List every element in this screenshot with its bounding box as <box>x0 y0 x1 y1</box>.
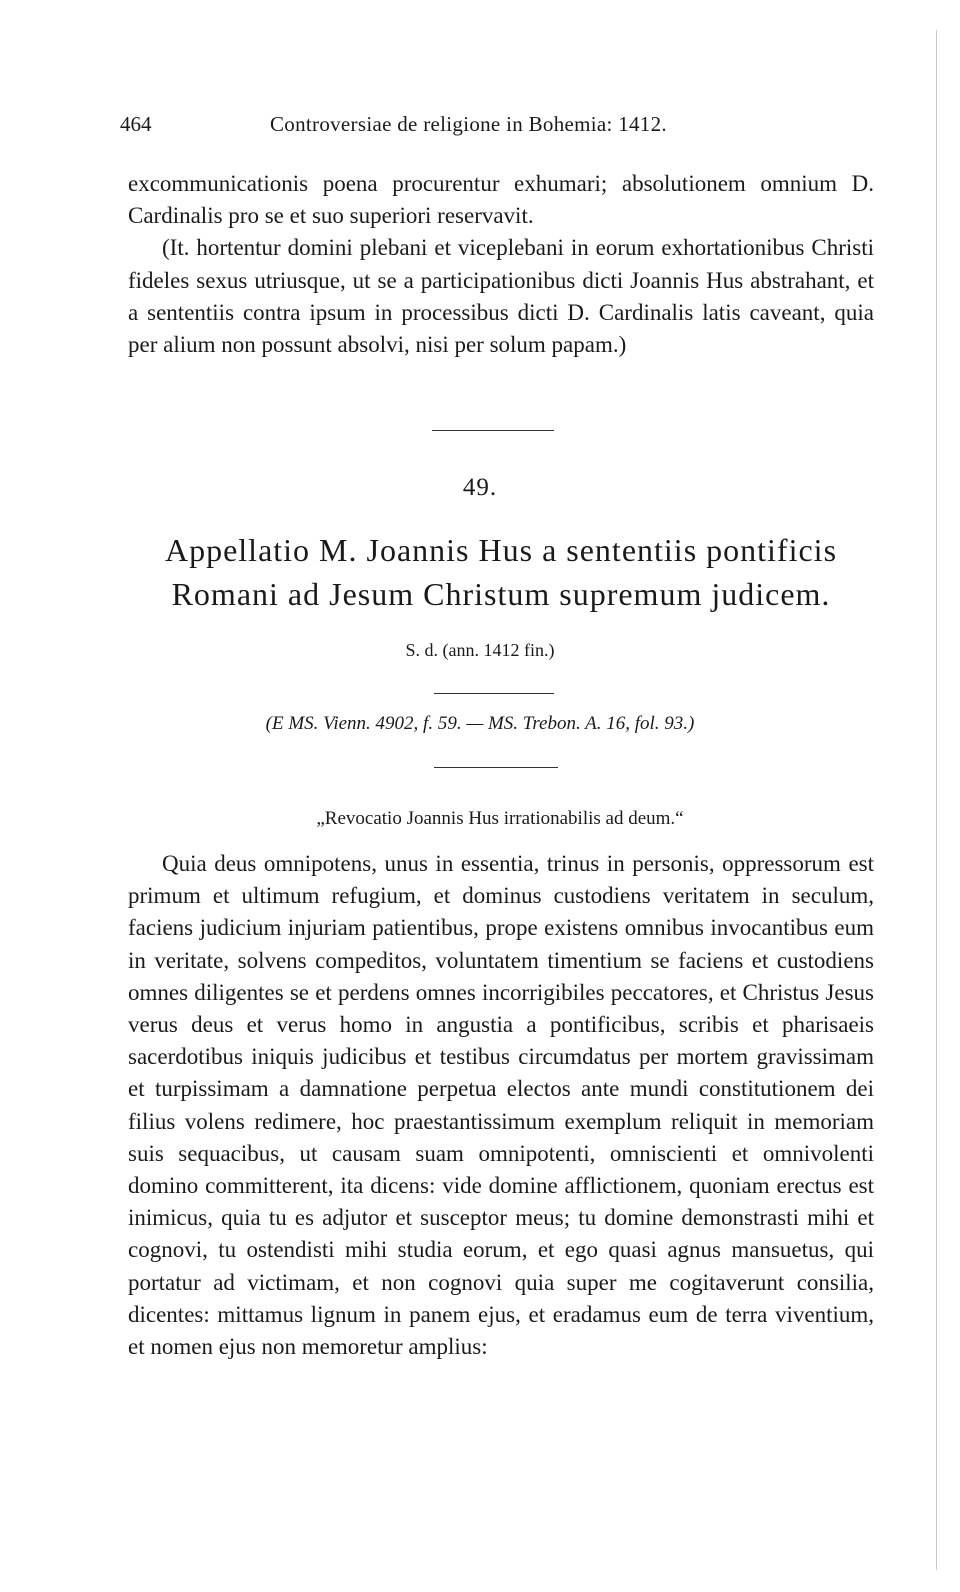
document-number: 49. <box>462 474 498 501</box>
running-title: Controversiae de religione in Bohemia: 1412. <box>270 112 667 136</box>
separator-rule-3 <box>434 767 558 768</box>
source-line: (E MS. Vienn. 4902, f. 59. — MS. Trebon. A. 16, fol. 93.) <box>265 713 695 734</box>
page-number: 464 <box>120 112 152 136</box>
prev-paragraph-1: excommunicationis poena procurentur exhumari; absolutionem omnium D. Cardinalis pro se et suo superiori reservavit. <box>128 171 874 229</box>
previous-document-text <box>128 168 874 361</box>
main-text <box>128 848 874 1363</box>
revocatio-heading: „Revocatio Joannis Hus irrationabilis ad deum.“ <box>316 808 684 829</box>
document-title <box>128 528 874 616</box>
separator-rule <box>432 430 554 431</box>
title-line-1: Appellatio M. Joannis Hus a sententiis pontificis <box>164 532 838 568</box>
page-edge-line <box>936 30 937 1570</box>
body-paragraph: Quia deus omnipotens, unus in essentia, trinus in personis, oppressorum est primum et ultimum refugium, et dominus custodiens veritatem in seculum, faciens judicium injuriam patientibus, prope existens omnibus invocantibus eum in veritate, solvens compeditos, voluntatem timentium se faciens et custodiens omnes diligentes se et perdens omnes incorrigibiles peccatores, et Christus Jesus verus deus et verus homo in angustia a pontificibus, scribis et pharisaeis sacerdotibus iniquis judicibus et testibus circumdatus per mortem gravissimam et turpissimam a damnatione perpetua electos ante mundi constitutionem dei filius volens redimere, hoc praestantissimum exemplum reliquit in memoriam suis sequacibus, ut causam suam omnipotenti, omniscienti et omnivolenti domino committerent, ita dicens: vide domine afflictionem, quoniam erectus est inimicus, quia tu es adjutor et susceptor meus; tu domine demonstrasti mihi et cognovi, tu ostendisti mihi studia eorum, et ego quasi agnus mansuetus, qui portatur ad victimam, et non cognovi quia super me cogitaverunt consilia, dicentes: mittamus lignum in panem ejus, et eradamus eum de terra viventium, et nomen ejus non memoretur amplius: <box>128 851 874 1360</box>
prev-paragraph-2: (It. hortentur domini plebani et viceplebani in eorum exhortationibus Christi fideles sexus utriusque, ut se a participationibus dicti Joannis Hus abstrahant, et a sententiis contra ipsum in processibus dicti D. Cardinalis latis caveant, quia per alium non possunt absolvi, nisi per solum papam.) <box>128 235 874 358</box>
title-line-2: Romani ad Jesum Christum supremum judicem. <box>171 576 831 612</box>
separator-rule-2 <box>434 693 554 694</box>
date-line: S. d. (ann. 1412 fin.) <box>405 640 555 660</box>
page-header <box>120 112 820 137</box>
